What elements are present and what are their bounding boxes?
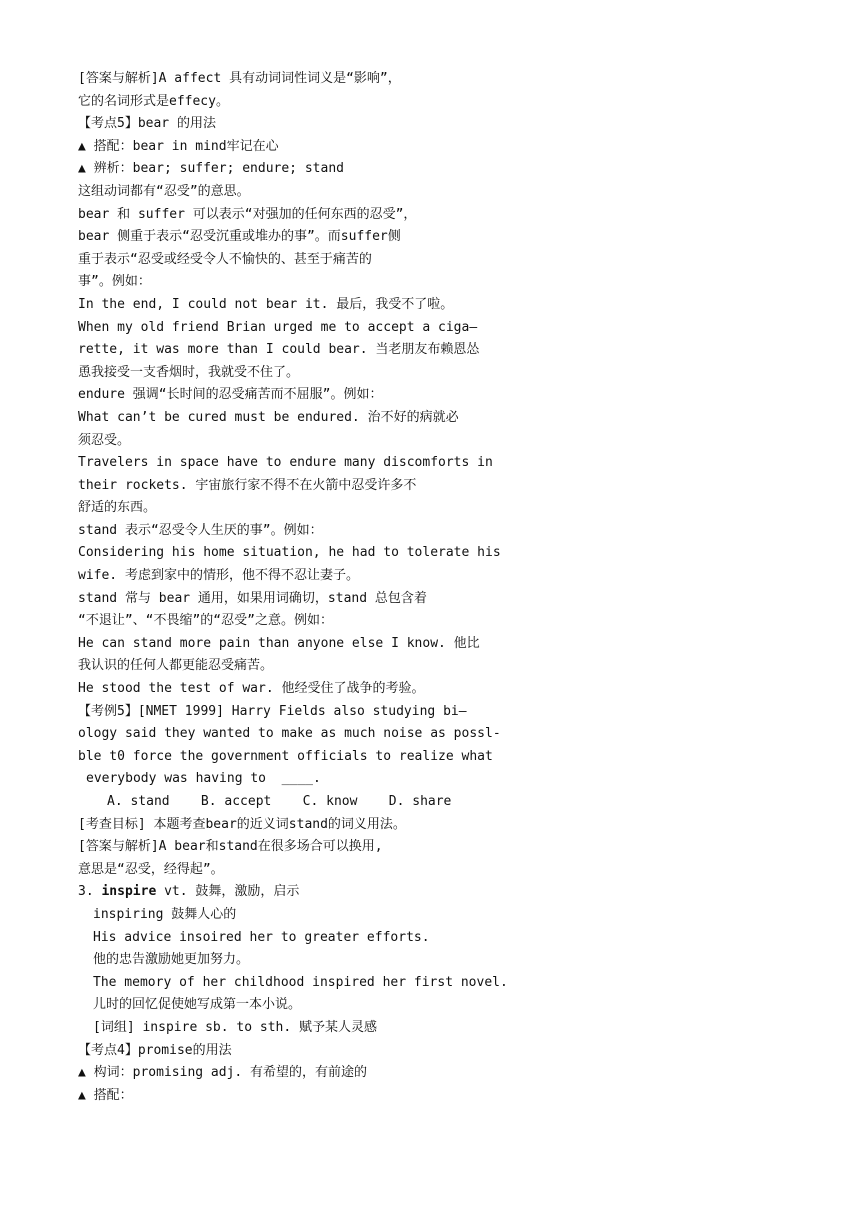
text-line: ▲ 搭配：bear in mind牢记在心 — [78, 138, 279, 154]
example-line: His advice insoired her to greater efforts. — [93, 929, 430, 945]
vocab-entry — [78, 881, 518, 904]
text-line: 它的名词形式是effecy。 — [78, 93, 229, 109]
example-line: 须忍受。 — [78, 432, 131, 448]
section-heading: 【考点4】promise的用法 — [78, 1042, 232, 1058]
text-line: ▲ 辨析：bear; suffer; endure; stand — [78, 161, 344, 177]
example-line: He can stand more pain than anyone else I know. 他比 — [78, 635, 480, 651]
example-line: Considering his home situation, he had to tolerate his — [78, 545, 501, 561]
text-line: [答案与解析]A bear和stand在很多场合可以换用, — [78, 839, 383, 855]
question-line: ble t0 force the government officials to realize what — [78, 748, 493, 764]
text-line: ▲ 构词：promising adj. 有希望的，有前途的 — [78, 1065, 368, 1081]
example-line: The memory of her childhood inspired her first novel. — [93, 974, 508, 990]
text-line: stand 表示“忍受令人生厌的事”。例如： — [78, 522, 323, 538]
section-heading: 【考例5】[NMET 1999] Harry Fields also studying bi— — [78, 703, 467, 719]
text-line: ▲ 搭配： — [78, 1087, 133, 1103]
text-line: 事”。例如： — [78, 274, 151, 290]
example-line: wife. 考虑到家中的情形，他不得不忍让妻子。 — [78, 568, 359, 584]
example-line: 我认识的任何人都更能忍受痛苦。 — [78, 658, 274, 674]
text-line: “不退让”、“不畏缩”的“忍受”之意。例如： — [78, 613, 333, 629]
entry-word: inspire — [101, 884, 157, 900]
example-line: 他的忠告激励她更加努力。 — [93, 952, 250, 968]
document-page — [78, 68, 518, 1107]
text-line: inspiring 鼓舞人心的 — [93, 906, 237, 922]
text-line: [词组] inspire sb. to sth. 赋予某人灵感 — [93, 1019, 378, 1035]
example-line: 恿我接受一支香烟时，我就受不住了。 — [78, 364, 300, 380]
example-line: In the end, I could not bear it. 最后，我受不了啦。 — [78, 296, 454, 312]
text-line: 这组动词都有“忍受”的意思。 — [78, 183, 250, 199]
text-line: bear 和 suffer 可以表示“对强加的任何东西的忍受”， — [78, 206, 417, 222]
example-line: When my old friend Brian urged me to accept a ciga— — [78, 319, 478, 335]
example-line: 儿时的回忆促使她写成第一本小说。 — [93, 997, 302, 1013]
text-line: 重于表示“忍受或经受令人不愉快的、甚至于痛苦的 — [78, 251, 372, 267]
answer-options: A. stand B. accept C. know D. share — [107, 794, 452, 809]
example-line: rette, it was more than I could bear. 当老朋友布赖恩怂 — [78, 342, 480, 358]
text-line: 意思是“忍受，经得起”。 — [78, 861, 224, 877]
text-line: [考查目标] 本题考查bear的近义词stand的词义用法。 — [78, 816, 406, 832]
text-line: bear 侧重于表示“忍受沉重或堆办的事”。而suffer侧 — [78, 229, 401, 245]
text-line: [答案与解析]A affect 具有动词词性词义是“影响”， — [78, 71, 401, 86]
example-line: their rockets. 宇宙旅行家不得不在火箭中忍受许多不 — [78, 477, 417, 493]
example-line: What can’t be cured must be endured. 治不好的病就必 — [78, 409, 459, 425]
entry-definition: vt. 鼓舞，激励，启示 — [156, 884, 300, 900]
example-line: 舒适的东西。 — [78, 500, 157, 516]
text-line: stand 常与 bear 通用，如果用词确切，stand 总包含着 — [78, 590, 427, 606]
entry-number: 3. — [78, 884, 102, 900]
example-line: Travelers in space have to endure many discomforts in — [78, 455, 493, 471]
question-line: ology said they wanted to make as much noise as possl- — [78, 726, 501, 742]
section-heading: 【考点5】bear 的用法 — [78, 116, 216, 132]
question-line: everybody was having to ____. — [86, 771, 321, 787]
text-line: endure 强调“长时间的忍受痛苦而不屈服”。例如： — [78, 387, 383, 403]
example-line: He stood the test of war. 他经受住了战争的考验。 — [78, 681, 425, 697]
